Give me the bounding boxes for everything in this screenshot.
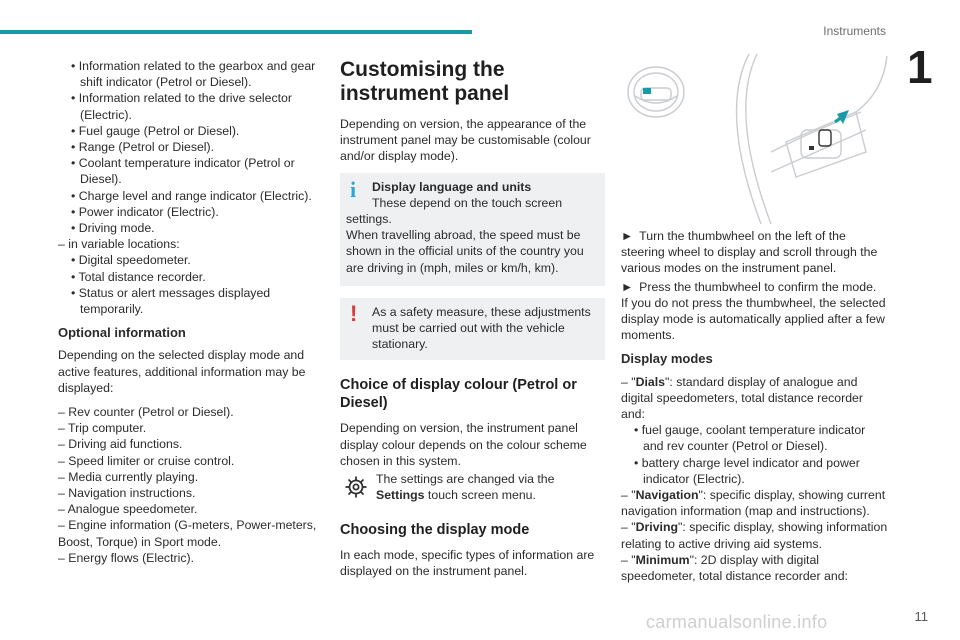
mode-dials [621, 374, 889, 423]
list-item: • Range (Petrol or Diesel). [58, 139, 320, 155]
variable-heading: – in variable locations: [58, 237, 180, 252]
page-number: 11 [914, 609, 928, 624]
settings-line: The settings are changed via the [376, 472, 555, 487]
mode-body: In each mode, specific types of information are displayed on the instrument panel. [340, 548, 595, 579]
list-item: – Speed limiter or cruise control. [58, 453, 235, 468]
mode-name: Navigation [635, 488, 699, 503]
column-3 [621, 228, 889, 584]
step-2 [621, 279, 889, 295]
list-item: – Engine information (G-meters, Power-meters, Boost, Torque) in Sport mode. [58, 518, 317, 549]
list-item: • Fuel gauge (Petrol or Diesel). [58, 123, 320, 139]
quote-prefix: – " [621, 520, 636, 535]
list-item: • fuel gauge, coolant temperature indicator and rev counter (Petrol or Diesel). [621, 422, 889, 454]
settings-line-2 [376, 487, 605, 503]
intro-paragraph: Depending on version, the appearance of the instrument panel may be customisable (colour and/or display mode). [340, 117, 591, 164]
mode-text: ": specific display, showing information relating to active driving aid systems. [621, 520, 888, 551]
warning-line: must be carried out with the vehicle stationary. [372, 321, 565, 352]
list-item: • Coolant temperature indicator (Petrol or Diesel). [58, 155, 320, 187]
list-item: – Driving aid functions. [58, 437, 183, 452]
settings-note [340, 471, 605, 505]
steering-wheel-thumbwheel-illustration [621, 52, 889, 227]
thumbwheel-marker [643, 88, 651, 94]
mode-text: ": 2D display with digital speedometer, total distance recorder and: [621, 552, 848, 584]
arrow-bullet-icon: ► [621, 279, 634, 294]
gear-icon [344, 475, 368, 499]
optional-list [58, 404, 320, 566]
step-1-text: Turn the thumbwheel on the left of the steering wheel to display and scroll through the various modes on the instrument panel. [621, 229, 878, 276]
list-item: • Digital speedometer. [58, 252, 320, 268]
mode-name: Driving [635, 520, 678, 535]
info-line: These depend on the touch screen [372, 195, 563, 210]
info-body: When travelling abroad, the speed must be shown in the official units of the country you are driving in (mph, miles or km/h, km). [346, 228, 584, 275]
quote-prefix: – " [621, 374, 636, 389]
section-title: Instruments [823, 24, 886, 38]
chapter-number: 1 [907, 41, 933, 93]
mode-minimum [621, 552, 889, 584]
settings-rest: touch screen menu. [424, 488, 536, 503]
mode-text: ": specific display, showing current navigation information (map and instructions). [621, 488, 886, 519]
modes-heading: Display modes [621, 351, 713, 367]
quote-prefix: – " [621, 552, 636, 567]
list-item: – Media currently playing. [58, 469, 199, 484]
watermark: carmanualsonline.info [646, 612, 828, 632]
warning-line: As a safety measure, these adjustments [372, 304, 591, 319]
list-item: – Analogue speedometer. [58, 502, 198, 517]
page-title: Customising the instrument panel [340, 58, 510, 105]
mode-heading: Choosing the display mode [340, 522, 530, 539]
step-1 [621, 228, 889, 277]
warning-icon: ! [350, 300, 358, 326]
step-note: If you do not press the thumbwheel, the selected display mode is automatically applied after a few moments. [621, 295, 886, 343]
header-accent-bar [0, 30, 472, 34]
info-icon: i [350, 176, 357, 202]
thumbwheel [819, 130, 831, 146]
bullet-list-variable [58, 252, 320, 317]
arrow-bullet-icon: ► [621, 229, 634, 243]
mode-driving [621, 519, 889, 551]
mode-name: Minimum [635, 552, 690, 567]
quote-prefix: – " [621, 488, 636, 503]
list-item: – Energy flows (Electric). [58, 550, 194, 565]
info-line: settings. [346, 212, 392, 227]
colour-heading: Choice of display colour (Petrol or Diesel) [340, 377, 577, 412]
step-2-text: Press the thumbwheel to confirm the mode. [639, 279, 877, 294]
list-item: • Information related to the gearbox and gear shift indicator (Petrol or Diesel). [58, 58, 320, 90]
list-item: • Power indicator (Electric). [58, 204, 320, 220]
bullet-list-top [58, 58, 320, 236]
list-item: – Rev counter (Petrol or Diesel). [58, 405, 234, 420]
list-item: • Charge level and range indicator (Electric). [58, 188, 320, 204]
list-item: – Navigation instructions. [58, 486, 196, 501]
mode-navigation [621, 487, 889, 519]
settings-menu-name: Settings [376, 488, 425, 503]
optional-intro: Depending on the selected display mode and active features, additional information may be displayed: [58, 348, 306, 395]
list-item: • Total distance recorder. [58, 269, 320, 285]
mode-text: ": standard display of analogue and digital speedometers, total distance recorder and: [621, 374, 863, 422]
optional-heading: Optional information [58, 325, 186, 341]
column-1 [58, 58, 320, 566]
colour-body: Depending on version, the instrument panel display colour depends on the colour scheme chosen in this system. [340, 421, 587, 468]
mode-name: Dials [635, 374, 666, 389]
info-box [340, 173, 605, 286]
list-item: • Information related to the drive selector (Electric). [58, 90, 320, 122]
list-item: • Driving mode. [58, 220, 320, 236]
warning-box [340, 298, 605, 361]
list-item: • battery charge level indicator and power indicator (Electric). [621, 455, 889, 487]
column-2 [340, 58, 605, 587]
list-item: – Trip computer. [58, 421, 147, 436]
info-title: Display language and units [372, 179, 532, 194]
list-item: • Status or alert messages displayed temporarily. [58, 285, 320, 317]
